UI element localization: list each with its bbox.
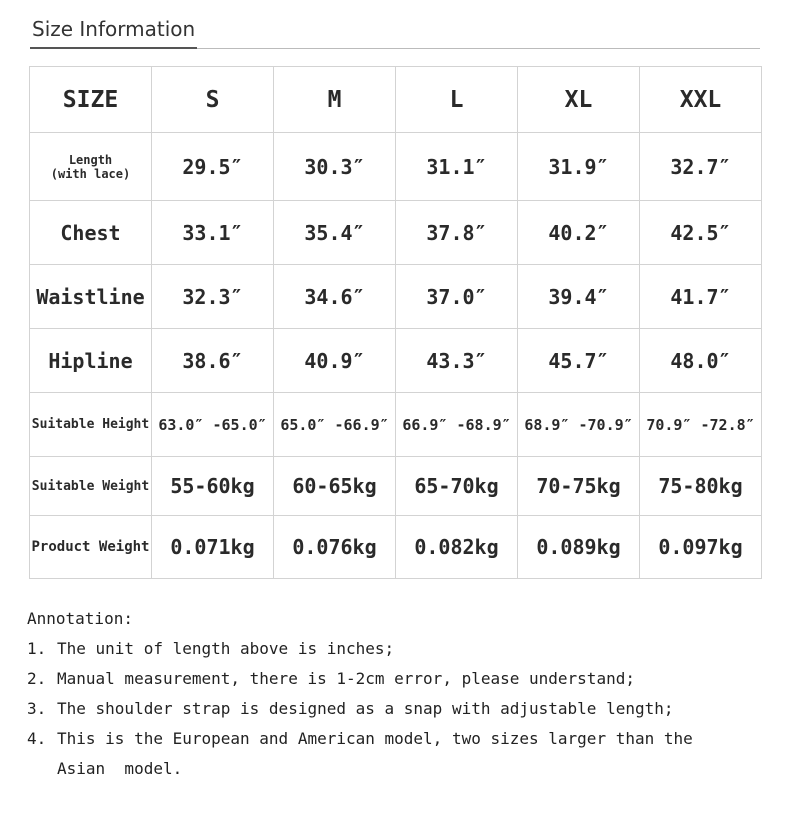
table-cell: 35.4″ xyxy=(274,201,396,265)
table-row-chest xyxy=(30,201,762,265)
annotation-number: 1. xyxy=(27,639,47,658)
table-cell: 65.0″ -66.9″ xyxy=(274,393,396,457)
table-cell: 29.5″ xyxy=(152,133,274,201)
table-cell: 0.076kg xyxy=(274,516,396,579)
annotation-text: The unit of length above is inches; xyxy=(57,639,395,658)
table-cell: 30.3″ xyxy=(274,133,396,201)
table-cell: 38.6″ xyxy=(152,329,274,393)
annotation-item xyxy=(27,724,767,784)
table-cell: 41.7″ xyxy=(640,265,762,329)
table-cell: 40.9″ xyxy=(274,329,396,393)
table-cell: 31.9″ xyxy=(518,133,640,201)
size-chart-table xyxy=(29,66,762,579)
row-label-hipline: Hipline xyxy=(30,329,152,393)
table-row-suitable-weight xyxy=(30,457,762,516)
annotation-text-line2: Asian model. xyxy=(57,759,183,778)
row-label-product-weight: Product Weight xyxy=(30,516,152,579)
table-cell: 70.9″ -72.8″ xyxy=(640,393,762,457)
section-header xyxy=(30,17,760,49)
table-cell: 37.8″ xyxy=(396,201,518,265)
table-cell: 55-60kg xyxy=(152,457,274,516)
row-label-waistline: Waistline xyxy=(30,265,152,329)
row-label-suitable-weight: Suitable Weight xyxy=(30,457,152,516)
table-cell: 42.5″ xyxy=(640,201,762,265)
table-cell: 65-70kg xyxy=(396,457,518,516)
table-cell: 32.7″ xyxy=(640,133,762,201)
column-header-xl: XL xyxy=(518,67,640,133)
annotation-number: 3. xyxy=(27,699,47,718)
row-label-chest: Chest xyxy=(30,201,152,265)
table-cell: 0.097kg xyxy=(640,516,762,579)
section-title: Size Information xyxy=(30,17,197,49)
annotation-item xyxy=(27,634,767,664)
table-cell: 48.0″ xyxy=(640,329,762,393)
table-row-length xyxy=(30,133,762,201)
column-header-size: SIZE xyxy=(30,67,152,133)
annotation-item xyxy=(27,664,767,694)
row-label-length-line1: Length xyxy=(68,152,113,167)
table-cell: 0.089kg xyxy=(518,516,640,579)
table-header-row xyxy=(30,67,762,133)
table-cell: 75-80kg xyxy=(640,457,762,516)
table-cell: 45.7″ xyxy=(518,329,640,393)
table-cell: 63.0″ -65.0″ xyxy=(152,393,274,457)
annotation-number: 2. xyxy=(27,669,47,688)
table-cell: 32.3″ xyxy=(152,265,274,329)
table-row-waistline xyxy=(30,265,762,329)
row-label-suitable-height: Suitable Height xyxy=(30,393,152,457)
table-cell: 68.9″ -70.9″ xyxy=(518,393,640,457)
annotation-number: 4. xyxy=(27,729,47,748)
column-header-m: M xyxy=(274,67,396,133)
table-row-hipline xyxy=(30,329,762,393)
table-cell: 37.0″ xyxy=(396,265,518,329)
table-row-product-weight xyxy=(30,516,762,579)
table-cell: 39.4″ xyxy=(518,265,640,329)
table-cell: 31.1″ xyxy=(396,133,518,201)
table-cell: 40.2″ xyxy=(518,201,640,265)
row-label-length-line2: (with lace) xyxy=(50,166,131,181)
column-header-s: S xyxy=(152,67,274,133)
column-header-xxl: XXL xyxy=(640,67,762,133)
annotation-block xyxy=(27,604,767,784)
annotation-title: Annotation: xyxy=(27,609,133,628)
annotation-text: Manual measurement, there is 1-2cm error, please understand; xyxy=(57,669,635,688)
row-label-length xyxy=(30,133,152,201)
table-cell: 0.071kg xyxy=(152,516,274,579)
table-cell: 34.6″ xyxy=(274,265,396,329)
annotation-text-line1: This is the European and American model, two sizes larger than the xyxy=(57,729,693,748)
annotation-text: The shoulder strap is designed as a snap with adjustable length; xyxy=(57,699,674,718)
table-cell: 0.082kg xyxy=(396,516,518,579)
table-cell: 60-65kg xyxy=(274,457,396,516)
table-cell: 66.9″ -68.9″ xyxy=(396,393,518,457)
table-cell: 33.1″ xyxy=(152,201,274,265)
annotation-item xyxy=(27,694,767,724)
column-header-l: L xyxy=(396,67,518,133)
table-row-suitable-height xyxy=(30,393,762,457)
table-cell: 43.3″ xyxy=(396,329,518,393)
table-cell: 70-75kg xyxy=(518,457,640,516)
annotation-text xyxy=(57,724,767,784)
